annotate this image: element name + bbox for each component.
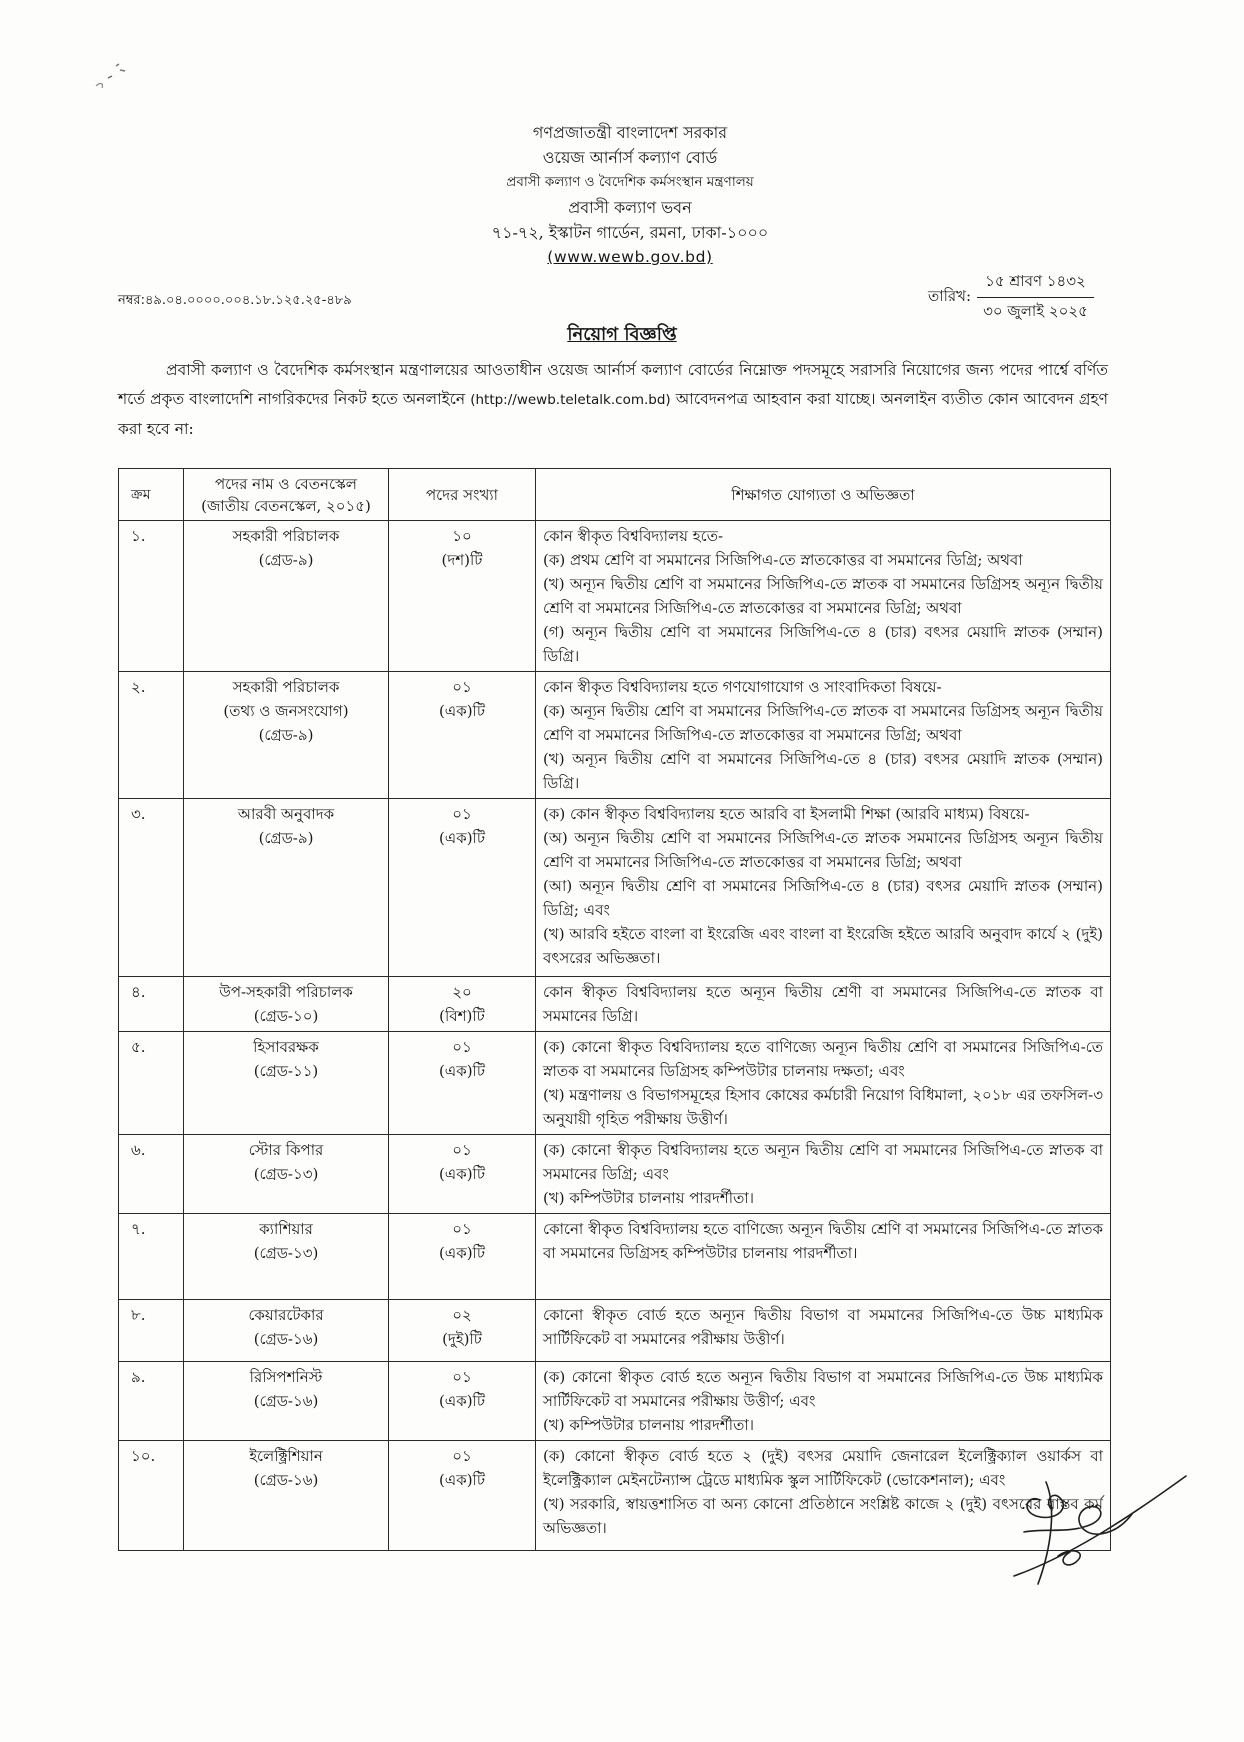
post-cell — [184, 1135, 389, 1214]
post-count: ০১ — [452, 1368, 472, 1386]
serial-cell: ৬. — [119, 1135, 184, 1214]
count-cell — [389, 672, 536, 799]
table-row — [119, 1300, 1111, 1362]
post-cell — [184, 1441, 389, 1551]
qualification-line: (খ) কম্পিউটার চালনায় পারদর্শীতা। — [543, 1416, 755, 1434]
post-name: উপ-সহকারী পরিচালক — [219, 983, 353, 1001]
post-grade: (গ্রেড-১৬) — [253, 1330, 319, 1348]
count-cell — [389, 977, 536, 1032]
qualification-line: (ক) কোনো স্বীকৃত বোর্ড হতে অন্যূন দ্বিতীয় বিভাগ বা সমমানের সিজিপিএ-তে উচ্চ মাধ্যমিক সার্টিফিকেট বা সমমানের পরীক্ষায় উত্তীর্ণ; এবং — [543, 1368, 1103, 1410]
count-cell — [389, 799, 536, 977]
post-name: ইলেক্ট্রিশিয়ান — [249, 1447, 323, 1465]
table-row — [119, 672, 1111, 799]
post-count: ০১ — [452, 805, 472, 823]
header-serial: ক্রম — [119, 469, 184, 521]
qualification-line: (খ) সরকারি, স্বায়ত্তশাসিত বা অন্য কোনো প্রতিষ্ঠানে সংশ্লিষ্ট কাজে ২ (দুই) বৎসরের বাস্তব কর্ম অভিজ্ঞতা। — [543, 1495, 1103, 1537]
post-cell — [184, 1300, 389, 1362]
table-row — [119, 1214, 1111, 1300]
board-name: ওয়েজ আর্নার্স কল্যাণ বোর্ড — [542, 148, 718, 167]
post-name: কেয়ারটেকার — [248, 1306, 324, 1324]
table-row — [119, 799, 1111, 977]
serial-cell: ৯. — [119, 1362, 184, 1441]
qualification-line: কোনো স্বীকৃত বোর্ড হতে অন্যূন দ্বিতীয় বিভাগ বা সমমানের সিজিপিএ-তে উচ্চ মাধ্যমিক সার্টিফিকেট বা সমমানের পরীক্ষায় উত্তীর্ণ। — [543, 1306, 1103, 1348]
government-line: গণপ্রজাতন্ত্রী বাংলাদেশ সরকার — [532, 123, 728, 142]
table-row — [119, 977, 1111, 1032]
qualification-cell — [536, 1214, 1111, 1300]
post-count: ২০ — [452, 983, 472, 1001]
qualification-line: (গ) অন্যূন দ্বিতীয় শ্রেণি বা সমমানের সিজিপিএ-তে ৪ (চার) বৎসর মেয়াদি স্নাতক (সম্মান) ডিগ্রি। — [543, 623, 1103, 665]
post-count: ০১ — [452, 1220, 472, 1238]
date-label: তারিখ: — [928, 287, 972, 305]
post-name: ক্যাশিয়ার — [259, 1220, 313, 1238]
qualification-cell — [536, 799, 1111, 977]
serial-cell: ১০. — [119, 1441, 184, 1551]
vacancy-table — [118, 468, 1111, 1551]
post-count-words: (এক)টি — [438, 702, 486, 720]
post-cell — [184, 977, 389, 1032]
post-count: ০১ — [452, 1447, 472, 1465]
date-bangla: ১৫ শ্রাবণ ১৪৩২ — [977, 270, 1094, 298]
count-cell — [389, 521, 536, 672]
post-name: সহকারী পরিচালক — [232, 527, 340, 545]
intro-text-start: প্রবাসী কল্যাণ ও বৈদেশিক কর্মসংস্থান মন্ত্রণালয়ের আওতাধীন ওয়েজ আর্নার্স কল্যাণ বোর্ডের নিম্নোক্ত পদসমূহে সরাসরি নিয়োগের জন্য পদের পার্শ্বে বর্ণিত শর্তে প্রকৃত বাংলাদেশি নাগরিকদের নিকট হতে অনলাইনে — [118, 361, 1108, 408]
post-subtitle: (তথ্য ও জনসংযোগ) — [223, 702, 349, 720]
table-header-row — [119, 469, 1111, 521]
qualification-cell — [536, 521, 1111, 672]
serial-cell: ৪. — [119, 977, 184, 1032]
post-grade: (গ্রেড-১৩) — [253, 1244, 319, 1262]
post-count: ০১ — [452, 678, 472, 696]
qualification-line: (আ) অন্যূন দ্বিতীয় শ্রেণি বা সমমানের সিজিপিএ-তে ৪ (চার) বৎসর মেয়াদি স্নাতক (সম্মান) ডিগ্রি; এবং — [543, 877, 1103, 919]
qualification-line: (ক) কোনো স্বীকৃত বিশ্ববিদ্যালয় হতে বাণিজ্যে অন্যূন দ্বিতীয় শ্রেণি বা সমমানের সিজিপিএ-তে স্নাতক বা সমমানের ডিগ্রিসহ কম্পিউটার চালনায় দক্ষতা; এবং — [543, 1038, 1103, 1080]
post-count-words: (এক)টি — [438, 1244, 486, 1262]
header-post-line1: পদের নাম ও বেতনস্কেল — [215, 474, 357, 493]
qualification-line: কোন স্বীকৃত বিশ্ববিদ্যালয় হতে গণযোগাযোগ ও সাংবাদিকতা বিষয়ে- — [543, 678, 942, 696]
website-text: (www.wewb.gov.bd) — [547, 248, 713, 266]
date-block — [928, 270, 1096, 325]
post-cell — [184, 521, 389, 672]
qualification-line: (ক) অন্যূন দ্বিতীয় শ্রেণি বা সমমানের সিজিপিএ-তে স্নাতক বা সমমানের ডিগ্রিসহ অন্যূন দ্বিতীয় শ্রেণি বা সমমানের সিজিপিএ-তে স্নাতকোত্তর বা সমমানের ডিগ্রি; অথবা — [543, 702, 1103, 744]
post-grade: (গ্রেড-১৬) — [253, 1392, 319, 1410]
qualification-line: (খ) অন্যূন দ্বিতীয় শ্রেণি বা সমমানের সিজিপিএ-তে ৪ (চার) বৎসর মেয়াদি স্নাতক (সম্মান) ডিগ্রি। — [543, 750, 1103, 792]
address-line: ৭১-৭২, ইস্কাটন গার্ডেন, রমনা, ঢাকা-১০০০ — [491, 223, 769, 242]
table-row — [119, 1441, 1111, 1551]
qualification-cell — [536, 1032, 1111, 1135]
post-grade: (গ্রেড-১৬) — [253, 1471, 319, 1489]
post-count-words: (এক)টি — [438, 1062, 486, 1080]
post-cell — [184, 1214, 389, 1300]
serial-cell: ৮. — [119, 1300, 184, 1362]
intro-text-end: আবেদনপত্র আহবান করা যাচ্ছে। অনলাইন ব্যতীত কোন আবেদন গ্রহণ করা হবে না: — [118, 390, 1109, 438]
count-cell — [389, 1441, 536, 1551]
letterhead — [0, 120, 1244, 270]
post-count-words: (এক)টি — [438, 1392, 486, 1410]
header-post-line2: (জাতীয় বেতনস্কেল, ২০১৫) — [201, 496, 371, 515]
post-count: ০১ — [452, 1141, 472, 1159]
count-cell — [389, 1300, 536, 1362]
post-grade: (গ্রেড-৯) — [258, 551, 314, 569]
qualification-line: (খ) কম্পিউটার চালনায় পারদর্শীতা। — [543, 1189, 755, 1207]
qualification-line: (ক) কোন স্বীকৃত বিশ্ববিদ্যালয় হতে আরবি বা ইসলামী শিক্ষা (আরবি মাধ্যম) বিষয়ে- — [543, 805, 1030, 823]
post-name: আরবী অনুবাদক — [237, 805, 335, 823]
count-cell — [389, 1214, 536, 1300]
qualification-line: (অ) অন্যূন দ্বিতীয় শ্রেণি বা সমমানের সিজিপিএ-তে স্নাতক সমমানের ডিগ্রিসহ অন্যূন দ্বিতীয় শ্রেণি বা সমমানের সিজিপিএ-তে স্নাতকোত্তর বা সমমানের ডিগ্রি; অথবা — [543, 829, 1103, 871]
qualification-cell — [536, 1300, 1111, 1362]
count-cell — [389, 1362, 536, 1441]
post-grade: (গ্রেড-৯) — [258, 829, 314, 847]
post-grade: (গ্রেড-৯) — [258, 726, 314, 744]
qualification-line: (ক) কোনো স্বীকৃত বিশ্ববিদ্যালয় হতে অন্যূন দ্বিতীয় শ্রেণি বা সমমানের সিজিপিএ-তে স্নাতক বা সমমানের ডিগ্রি; এবং — [543, 1141, 1103, 1183]
header-count: পদের সংখ্যা — [389, 469, 536, 521]
post-grade: (গ্রেড-১১) — [253, 1062, 319, 1080]
count-cell — [389, 1135, 536, 1214]
post-count-words: (দুই)টি — [442, 1330, 482, 1348]
memo-number: নম্বর:৪৯.০৪.০০০০.০০৪.১৮.১২৫.২৫-৪৮৯ — [118, 293, 352, 308]
table-row — [119, 1362, 1111, 1441]
table-row — [119, 1032, 1111, 1135]
qualification-line: কোন স্বীকৃত বিশ্ববিদ্যালয় হতে- — [543, 527, 724, 545]
qualification-line: কোন স্বীকৃত বিশ্ববিদ্যালয় হতে অন্যূন দ্বিতীয় শ্রেণী বা সমমানের সিজিপিএ-তে স্নাতক বা সমমানের ডিগ্রি। — [543, 983, 1103, 1025]
application-url: (http://wewb.teletalk.com.bd) — [470, 392, 671, 408]
post-count-words: (বিশ)টি — [439, 1007, 485, 1025]
qualification-line: কোনো স্বীকৃত বিশ্ববিদ্যালয় হতে বাণিজ্যে অন্যূন দ্বিতীয় শ্রেণি বা সমমানের সিজিপিএ-তে স্নাতক বা সমমানের ডিগ্রিসহ কম্পিউটার চালনায় পারদর্শীতা। — [543, 1220, 1103, 1262]
post-name: হিসাবরক্ষক — [253, 1038, 319, 1056]
post-grade: (গ্রেড-১০) — [253, 1007, 319, 1025]
qualification-line: (খ) আরবি হইতে বাংলা বা ইংরেজি এবং বাংলা বা ইংরেজি হইতে আরবি অনুবাদ কার্যে ২ (দুই) বৎসরের অভিজ্ঞতা। — [543, 925, 1103, 967]
serial-cell: ৭. — [119, 1214, 184, 1300]
qualification-cell — [536, 672, 1111, 799]
post-count-words: (এক)টি — [438, 1471, 486, 1489]
header-post — [184, 469, 389, 521]
qualification-line: (খ) মন্ত্রণালয় ও বিভাগসমূহের হিসাব কোষের কর্মচারী নিয়োগ বিধিমালা, ২০১৮ এর তফসিল-৩ অনুযায়ী গৃহিত পরীক্ষায় উত্তীর্ণ। — [543, 1086, 1103, 1128]
qualification-line: (ক) কোনো স্বীকৃত বোর্ড হতে ২ (দুই) বৎসর মেয়াদি জেনারেল ইলেক্ট্রিক্যাল ওয়ার্কস বা ইলেক্ট্রিক্যাল মেইনটেন্যান্স ট্রেডে মাধ্যমিক স্কুল সার্টিফিকেট (ভোকেশনাল); এবং — [543, 1447, 1103, 1489]
post-grade: (গ্রেড-১৩) — [253, 1165, 319, 1183]
table-row — [119, 521, 1111, 672]
signature — [1000, 1460, 1190, 1590]
post-name: রিসিপশনিস্ট — [249, 1368, 323, 1386]
date-stack — [975, 270, 1096, 325]
post-count-words: (এক)টি — [438, 829, 486, 847]
post-name: স্টোর কিপার — [248, 1141, 324, 1159]
building-name: প্রবাসী কল্যাণ ভবন — [568, 198, 692, 217]
qualification-cell — [536, 1362, 1111, 1441]
post-cell — [184, 799, 389, 977]
post-cell — [184, 1032, 389, 1135]
count-cell — [389, 1032, 536, 1135]
serial-cell: ৩. — [119, 799, 184, 977]
post-count-words: (দশ)টি — [441, 551, 483, 569]
date-gregorian: ৩০ জুলাই ২০২৫ — [983, 302, 1088, 320]
qualification-line: (ক) প্রথম শ্রেণি বা সমমানের সিজিপিএ-তে স্নাতকোত্তর বা সমমানের ডিগ্রি; অথবা — [543, 551, 1023, 569]
scan-smudge — [92, 58, 132, 92]
table-row — [119, 1135, 1111, 1214]
serial-cell: ২. — [119, 672, 184, 799]
post-count: ০২ — [452, 1306, 472, 1324]
post-name: সহকারী পরিচালক — [232, 678, 340, 696]
post-count: ০১ — [452, 1038, 472, 1056]
qualification-cell — [536, 1135, 1111, 1214]
serial-cell: ১. — [119, 521, 184, 672]
post-cell — [184, 672, 389, 799]
post-count: ১০ — [452, 527, 472, 545]
intro-paragraph — [118, 356, 1108, 444]
qualification-line: (খ) অন্যূন দ্বিতীয় শ্রেণি বা সমমানের সিজিপিএ-তে স্নাতক বা সমমানের ডিগ্রিসহ অন্যূন দ্বিতীয় শ্রেণি বা সমমানের সিজিপিএ-তে স্নাতকোত্তর বা সমমানের ডিগ্রি; অথবা — [543, 575, 1103, 617]
post-cell — [184, 1362, 389, 1441]
serial-cell: ৫. — [119, 1032, 184, 1135]
post-count-words: (এক)টি — [438, 1165, 486, 1183]
notice-title: নিয়োগ বিজ্ঞপ্তি — [567, 324, 677, 345]
qualification-cell — [536, 977, 1111, 1032]
ministry-name: প্রবাসী কল্যাণ ও বৈদেশিক কর্মসংস্থান মন্ত্রণালয় — [506, 174, 754, 190]
header-qualification: শিক্ষাগত যোগ্যতা ও অভিজ্ঞতা — [536, 469, 1111, 521]
